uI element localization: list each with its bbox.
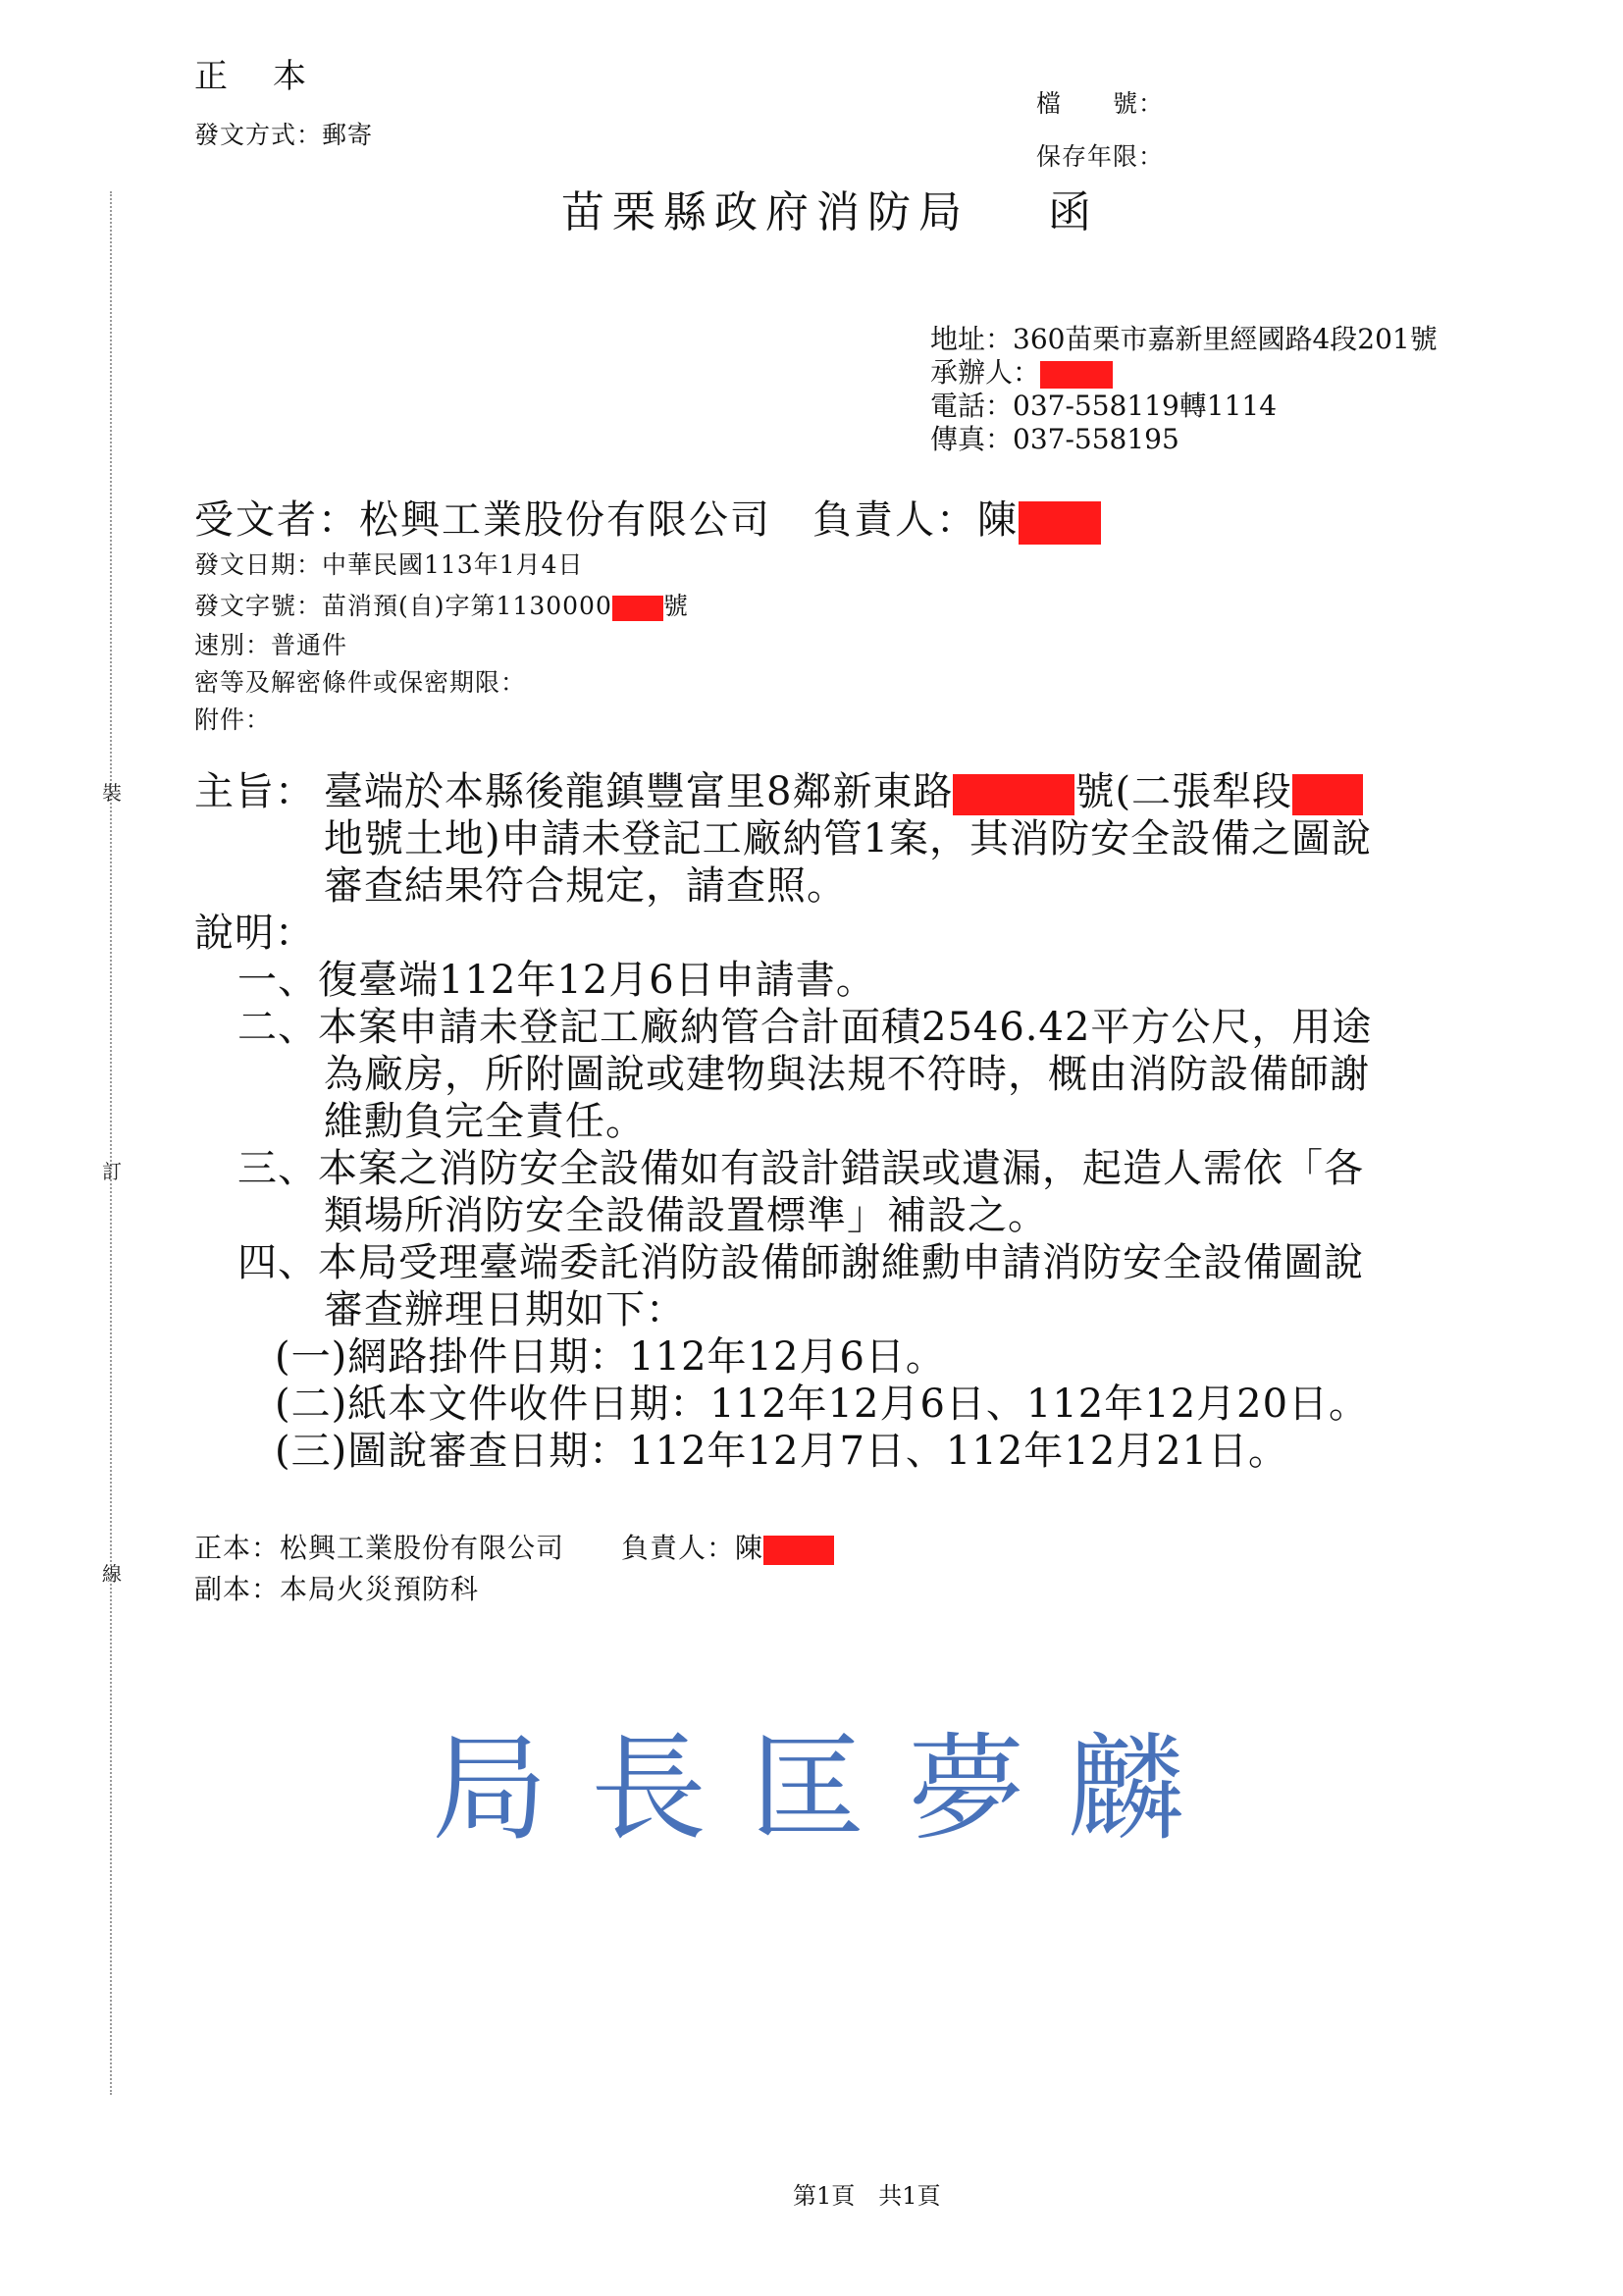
issue-date: 發文日期：中華民國113年1月4日 (194, 550, 584, 579)
retention-label: 保存年限： (1036, 142, 1165, 171)
explanation-item: 四、本局受理臺端委託消防設備師謝維勳申請消防安全設備圖說 (237, 1240, 1364, 1285)
original-recipient (194, 1527, 834, 1566)
subject-text: 號(二張犁段 (1074, 769, 1293, 814)
explanation-item: 一、復臺端112年12月6日申請書。 (237, 958, 876, 1003)
recipient (194, 489, 1101, 545)
explanation-subitem: (二)紙本文件收件日期：112年12月6日、112年12月20日。 (275, 1382, 1370, 1427)
attachment: 附件： (194, 705, 272, 734)
file-number-label: 檔 號： (1036, 89, 1165, 118)
delivery-method: 發文方式：郵寄 (194, 121, 374, 149)
doc-type: 函 (1048, 187, 1099, 237)
copy-type: 正 本 (194, 57, 312, 96)
copy-recipient: 副本：本局火災預防科 (194, 1573, 480, 1605)
explanation-item: 二、本案申請未登記工廠納管合計面積2546.42平方公尺，用途 (237, 1005, 1373, 1050)
director-signature: 局長匡夢麟 (432, 1721, 1228, 1856)
explanation-subitem: (三)圖說審查日期：112年12月7日、112年12月21日。 (275, 1429, 1289, 1474)
secrecy-level: 密等及解密條件或保密期限： (194, 668, 527, 697)
subject-line-1 (324, 769, 1363, 815)
subject-label: 主旨： (194, 769, 315, 814)
explanation-item: 類場所消防安全設備設置標準」補設之。 (324, 1193, 1048, 1238)
explanation-item: 維勳負完全責任。 (324, 1099, 646, 1144)
explanation-subitem: (一)網路掛件日期：112年12月6日。 (275, 1334, 946, 1380)
subject-text: 臺端於本縣後龍鎮豐富里8鄰新東路 (324, 769, 954, 814)
original-recipient-text: 正本：松興工業股份有限公司 負責人：陳 (194, 1532, 764, 1564)
binding-mark-xian: 線 (102, 1562, 122, 1586)
binding-mark-zhuang: 裝 (102, 781, 122, 805)
handler-label: 承辦人： (930, 356, 1041, 389)
page-number: 第1頁 共1頁 (793, 2182, 941, 2210)
speed-class: 速別：普通件 (194, 631, 348, 659)
redaction (612, 596, 663, 621)
explanation-item: 三、本案之消防安全設備如有設計錯誤或遺漏，起造人需依「各 (237, 1146, 1364, 1191)
doc-number-suffix: 號 (662, 592, 689, 620)
explanation-item: 為廠房，所附圖說或建物與法規不符時，概由消防設備師謝 (324, 1052, 1370, 1097)
redaction (953, 774, 1074, 815)
binding-line (110, 191, 112, 2095)
explanation-item: 審查辦理日期如下： (324, 1287, 686, 1332)
subject-line-3: 審查結果符合規定，請查照。 (324, 863, 847, 909)
explanation-label: 說明： (194, 911, 315, 956)
document-number (194, 587, 689, 622)
redaction (1019, 501, 1101, 545)
redaction (763, 1536, 834, 1565)
binding-mark-ding: 訂 (102, 1160, 122, 1183)
recipient-label: 受文者：松興工業股份有限公司 負責人：陳 (194, 497, 1019, 543)
subject-line-2: 地號土地)申請未登記工廠納管1案，其消防安全設備之圖說 (324, 816, 1373, 861)
fax: 傳真：037-558195 (930, 423, 1179, 455)
address: 地址：360苗栗市嘉新里經國路4段201號 (930, 323, 1438, 355)
redaction (1292, 774, 1363, 815)
phone: 電話：037-558119轉1114 (930, 390, 1278, 422)
agency-title: 苗栗縣政府消防局 (561, 187, 969, 237)
doc-number-prefix: 發文字號：苗消預(自)字第1130000 (194, 592, 612, 620)
